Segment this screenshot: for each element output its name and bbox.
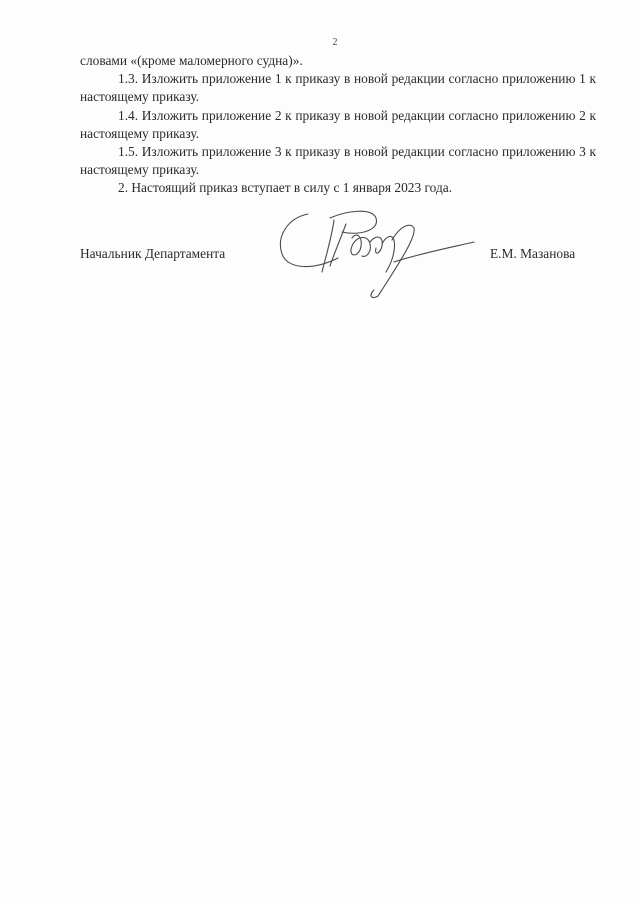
page-number: 2	[332, 37, 338, 48]
signatory-name: Е.М. Мазанова	[490, 246, 576, 261]
handwritten-signature	[268, 196, 488, 306]
paragraph-1-3: 1.3. Изложить приложение 1 к приказу в новой редакции согласно приложению 1 к настоящему приказу.	[80, 71, 596, 105]
signatory-title: Начальник Департамента	[80, 246, 226, 261]
paragraph-1-4: 1.4. Изложить приложение 2 к приказу в новой редакции согласно приложению 2 к настоящему приказу.	[80, 107, 596, 141]
paragraph-2: 2. Настоящий приказ вступает в силу с 1 января 2023 года.	[118, 180, 453, 196]
document-body	[80, 52, 596, 198]
paragraph-continuation: словами «(кроме маломерного судна)».	[80, 53, 303, 68]
paragraph-1-5: 1.5. Изложить приложение 3 к приказу в новой редакции согласно приложению 3 к настоящему приказу.	[80, 144, 596, 178]
